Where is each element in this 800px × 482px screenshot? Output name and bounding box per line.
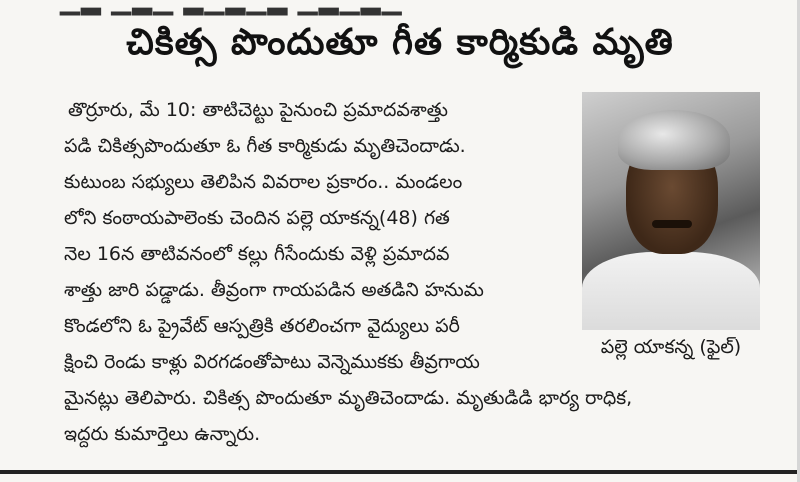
body-line: కుటుంబ సభ్యులు తెలిపిన వివరాల ప్రకారం.. మండలం — [64, 171, 463, 193]
body-line: మైనట్లు తెలిపారు. చికిత్స పొందుతూ మృతిచెందాడు. మృతుడిడి భార్య రాధిక, — [64, 387, 633, 409]
body-line: తొర్రూరు, మే 10: తాటిచెట్టు పైనుంచి ప్రమాదవశాత్తు — [68, 99, 448, 121]
photo-mustache — [652, 220, 692, 228]
photo-shirt — [582, 252, 760, 330]
body-line: కొండలోని ఓ ప్రైవేట్ ఆస్పత్రికి తరలించగా వైద్యులు పరీ — [64, 315, 460, 337]
article-body-full-width — [64, 380, 764, 452]
bottom-divider — [0, 470, 800, 474]
article-headline: చికిత్స పొందుతూ గీత కార్మికుడి మృతి — [126, 22, 674, 63]
body-line: లోని కంఠాయపాలెంకు చెందిన పల్లె యాకన్న(48) గత — [64, 207, 450, 229]
body-line: ఇద్దరు కుమార్తెలు ఉన్నారు. — [64, 423, 261, 445]
article-body-beside-photo — [64, 92, 574, 380]
photo-hair — [618, 110, 730, 170]
previous-article-cut-text: ▁▂ ▁▂▁ ▂▁▂▁▂ ▁▂▁▂▁ — [60, 0, 403, 16]
body-line: పడి చికిత్సపొందుతూ ఓ గీత కార్మికుడు మృతిచెందాడు. — [64, 135, 466, 157]
body-line: శాత్తు జారి పడ్డాడు. తీవ్రంగా గాయపడిన అతడిని హనుమ — [64, 279, 484, 301]
photo-caption: పల్లె యాకన్న (ఫైల్) — [600, 336, 742, 358]
body-line: క్షించి రెండు కాళ్లు విరగడంతోపాటు వెన్నెముకకు తీవ్రగాయ — [64, 351, 480, 373]
person-photo — [582, 92, 760, 330]
body-line: నెల 16న తాటివనంలో కల్లు గీసేందుకు వెళ్లి ప్రమాదవ — [64, 243, 450, 265]
